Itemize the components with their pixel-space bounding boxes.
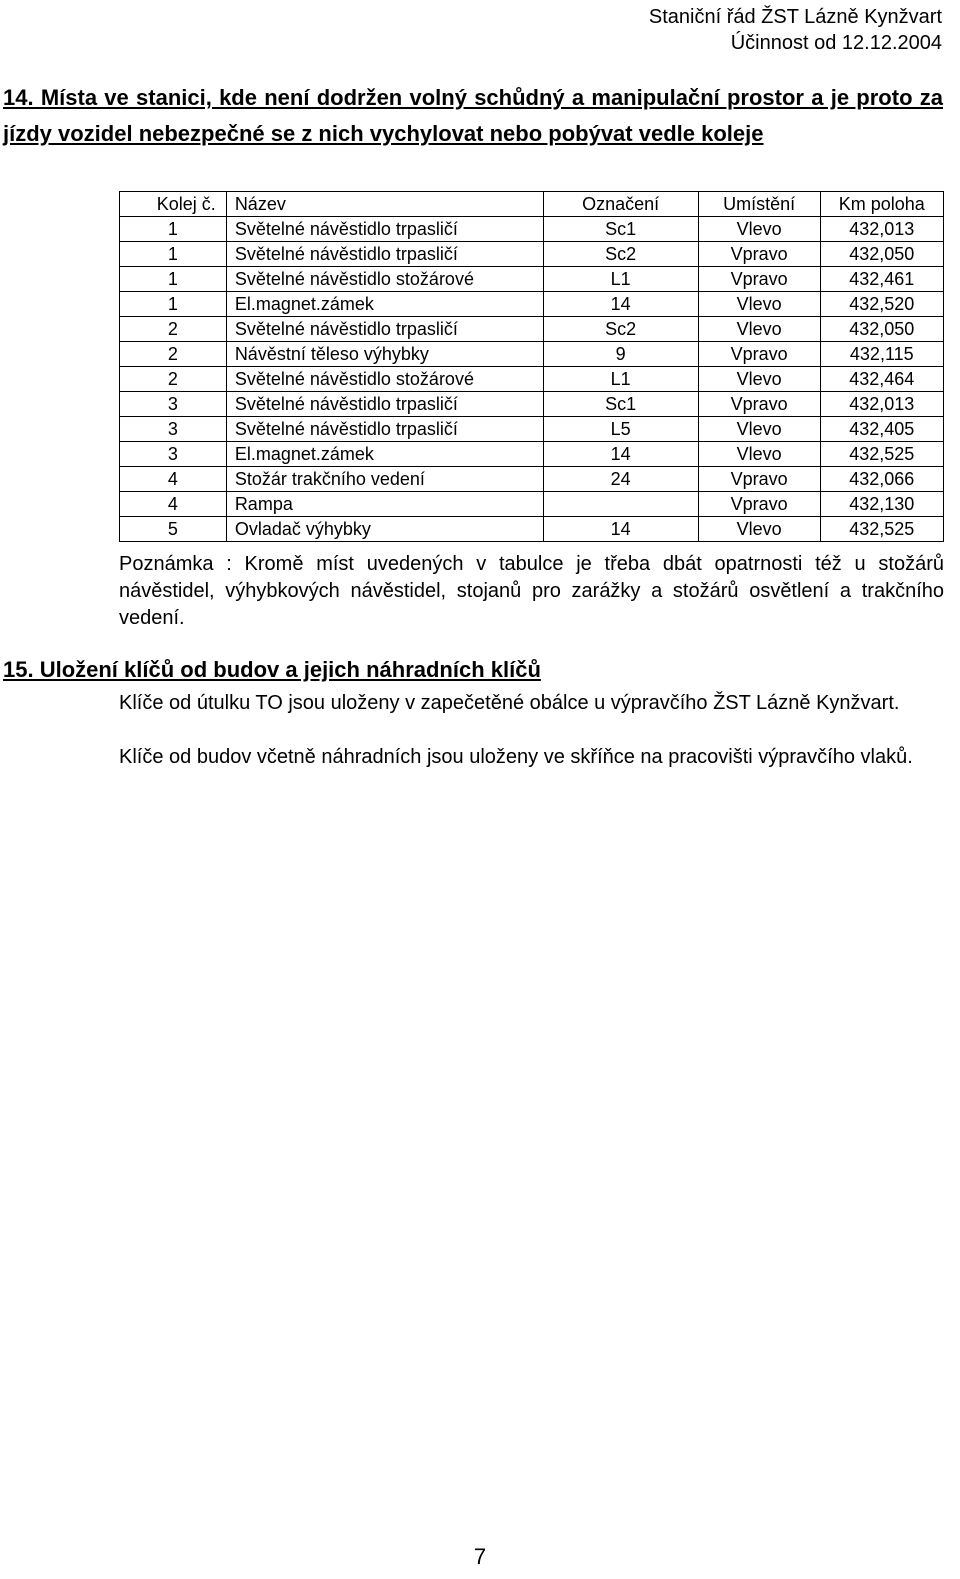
cell-placement: Vlevo	[698, 442, 820, 467]
table-row	[120, 442, 944, 467]
cell-placement: Vpravo	[698, 392, 820, 417]
section-14-heading: 14. Místa ve stanici, kde není dodržen volný schůdný a manipulační prostor a je proto za jízdy vozidel nebezpečné se z nich vychylovat nebo pobývat vedle koleje	[3, 85, 943, 146]
page-header	[649, 4, 942, 56]
cell-km-position: 432,461	[820, 267, 943, 292]
table-row	[120, 267, 944, 292]
cell-track: 3	[120, 442, 227, 467]
cell-designation	[543, 492, 698, 517]
cell-track: 4	[120, 492, 227, 517]
section-15-heading: 15. Uložení klíčů od budov a jejich náhradních klíčů	[3, 657, 541, 682]
cell-name: Ovladač výhybky	[226, 517, 543, 542]
cell-track: 2	[120, 367, 227, 392]
table-row	[120, 467, 944, 492]
cell-track: 3	[120, 417, 227, 442]
cell-placement: Vpravo	[698, 467, 820, 492]
keys-paragraph-buildings: Klíče od budov včetně náhradních jsou uloženy ve skříňce na pracovišti výpravčího vlaků.	[119, 746, 913, 768]
table-row	[120, 217, 944, 242]
cell-track: 5	[120, 517, 227, 542]
column-header-designation: Označení	[543, 192, 698, 217]
table-row	[120, 342, 944, 367]
cell-placement: Vlevo	[698, 367, 820, 392]
cell-name: Světelné návěstidlo trpasličí	[226, 392, 543, 417]
table-row	[120, 517, 944, 542]
cell-placement: Vlevo	[698, 417, 820, 442]
table-row	[120, 417, 944, 442]
cell-track: 4	[120, 467, 227, 492]
keys-paragraph-shelter: Klíče od útulku TO jsou uloženy v zapečetěné obálce u výpravčího ŽST Lázně Kynžvart.	[119, 692, 900, 714]
header-document-title: Staniční řád ŽST Lázně Kynžvart	[648, 6, 942, 28]
cell-track: 1	[120, 242, 227, 267]
page-number: 7	[473, 1544, 487, 1569]
cell-placement: Vpravo	[698, 342, 820, 367]
cell-name: Návěstní těleso výhybky	[226, 342, 543, 367]
table-row	[120, 367, 944, 392]
cell-km-position: 432,464	[820, 367, 943, 392]
cell-km-position: 432,525	[820, 442, 943, 467]
cell-name: Světelné návěstidlo trpasličí	[226, 217, 543, 242]
cell-km-position: 432,013	[820, 217, 943, 242]
cell-km-position: 432,066	[820, 467, 943, 492]
table-row	[120, 492, 944, 517]
cell-designation: Sc1	[543, 392, 698, 417]
cell-placement: Vlevo	[698, 292, 820, 317]
cell-km-position: 432,050	[820, 317, 943, 342]
cell-designation: L1	[543, 267, 698, 292]
cell-name: El.magnet.zámek	[226, 292, 543, 317]
cell-placement: Vpravo	[698, 267, 820, 292]
column-header-name: Název	[226, 192, 543, 217]
cell-name: Světelné návěstidlo trpasličí	[226, 242, 543, 267]
cell-name: El.magnet.zámek	[226, 442, 543, 467]
cell-km-position: 432,405	[820, 417, 943, 442]
cell-designation: L1	[543, 367, 698, 392]
cell-designation: 14	[543, 442, 698, 467]
cell-designation: 9	[543, 342, 698, 367]
cell-designation: 14	[543, 292, 698, 317]
table-row	[120, 242, 944, 267]
cell-designation: L5	[543, 417, 698, 442]
cell-designation: Sc2	[543, 317, 698, 342]
table-row	[120, 317, 944, 342]
table-row	[120, 392, 944, 417]
cell-km-position: 432,013	[820, 392, 943, 417]
cell-km-position: 432,520	[820, 292, 943, 317]
cell-track: 1	[120, 292, 227, 317]
hazard-locations-table	[119, 191, 944, 542]
cell-name: Světelné návěstidlo trpasličí	[226, 417, 543, 442]
cell-placement: Vlevo	[698, 517, 820, 542]
cell-km-position: 432,525	[820, 517, 943, 542]
cell-track: 1	[120, 217, 227, 242]
column-header-track: Kolej č.	[120, 192, 227, 217]
cell-km-position: 432,050	[820, 242, 943, 267]
cell-track: 2	[120, 317, 227, 342]
cell-designation: 24	[543, 467, 698, 492]
section-14-note: Poznámka : Kromě míst uvedených v tabulce je třeba dbát opatrnosti též u stožárů návěstidel, výhybkových návěstidel, stojanů pro zarážky a stožárů osvětlení a trakčního vedení.	[119, 553, 944, 629]
column-header-placement: Umístění	[698, 192, 820, 217]
table-header-row	[120, 192, 944, 217]
cell-designation: Sc2	[543, 242, 698, 267]
cell-placement: Vlevo	[698, 217, 820, 242]
cell-placement: Vpravo	[698, 242, 820, 267]
cell-name: Rampa	[226, 492, 543, 517]
table-row	[120, 292, 944, 317]
cell-track: 3	[120, 392, 227, 417]
cell-name: Stožár trakčního vedení	[226, 467, 543, 492]
cell-name: Světelné návěstidlo trpasličí	[226, 317, 543, 342]
cell-placement: Vlevo	[698, 317, 820, 342]
cell-designation: Sc1	[543, 217, 698, 242]
cell-name: Světelné návěstidlo stožárové	[226, 367, 543, 392]
cell-designation: 14	[543, 517, 698, 542]
header-effective-date: Účinnost od 12.12.2004	[730, 32, 942, 54]
column-header-km-position: Km poloha	[820, 192, 943, 217]
cell-km-position: 432,130	[820, 492, 943, 517]
cell-name: Světelné návěstidlo stožárové	[226, 267, 543, 292]
cell-km-position: 432,115	[820, 342, 943, 367]
cell-track: 1	[120, 267, 227, 292]
cell-track: 2	[120, 342, 227, 367]
cell-placement: Vpravo	[698, 492, 820, 517]
